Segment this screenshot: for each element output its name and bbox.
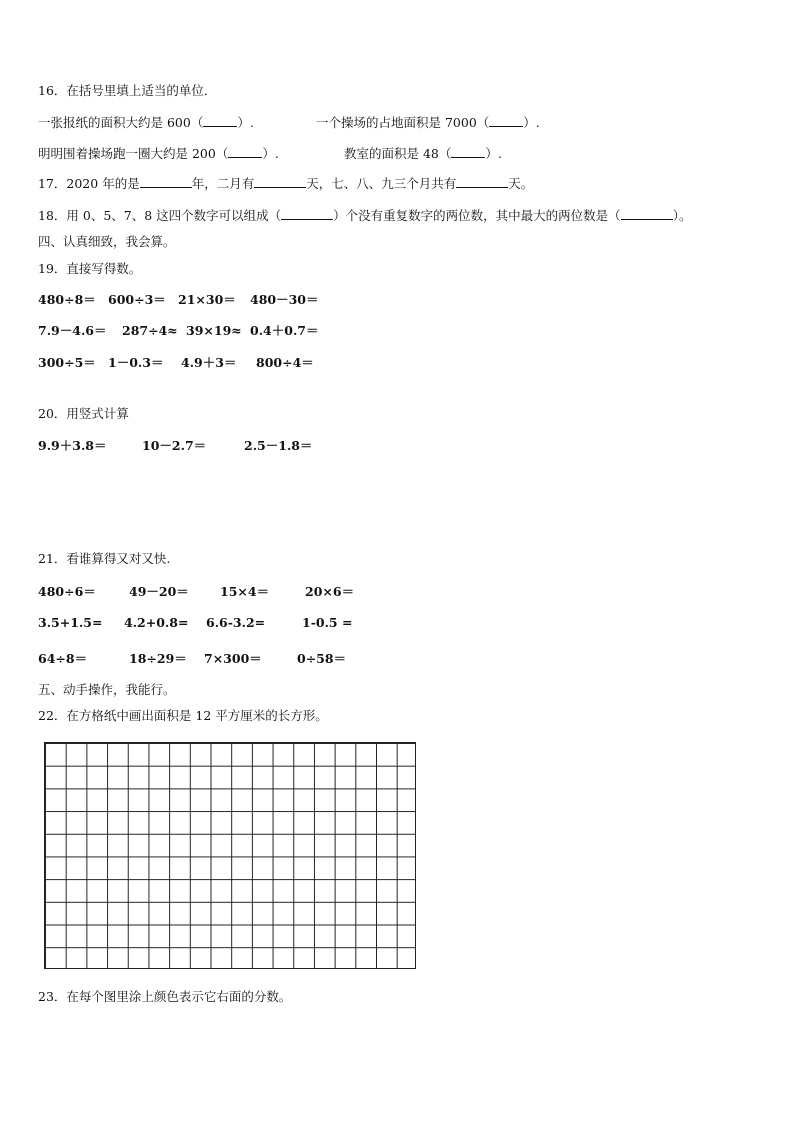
q16-d-end: ）. bbox=[485, 146, 502, 161]
q16-c-text: 明明围着操场跑一圈大约是 200（ bbox=[38, 146, 229, 161]
answer-blank[interactable] bbox=[228, 146, 262, 158]
q21-expr: 0÷58＝ bbox=[297, 651, 347, 666]
q16-d-text: 教室的面积是 48（ bbox=[344, 146, 452, 161]
q20-title: 20．用竖式计算 bbox=[38, 406, 129, 421]
q17-p1: 17．2020 年的是 bbox=[38, 176, 140, 191]
q16-item-c bbox=[38, 146, 279, 162]
q16-item-b bbox=[316, 115, 540, 131]
section-5-heading: 五、动手操作，我能行。 bbox=[38, 682, 176, 697]
q19-expr: 480÷8＝ bbox=[38, 292, 96, 307]
q19-expr: 0.4＋0.7＝ bbox=[250, 323, 319, 338]
answer-blank[interactable] bbox=[254, 176, 306, 188]
q21-expr: 64÷8＝ bbox=[38, 651, 88, 666]
answer-blank[interactable] bbox=[281, 208, 333, 220]
q19-expr: 600÷3＝ bbox=[108, 292, 166, 307]
square-grid-paper[interactable] bbox=[44, 742, 416, 969]
section-4-heading: 四、认真细致，我会算。 bbox=[38, 234, 176, 249]
q19-expr: 4.9＋3＝ bbox=[181, 355, 237, 370]
q21-expr: 6.6-3.2= bbox=[206, 615, 266, 630]
answer-blank[interactable] bbox=[451, 146, 485, 158]
q21-expr: 480÷6＝ bbox=[38, 584, 96, 599]
q18-p2: ）个没有重复数字的两位数，其中最大的两位数是（ bbox=[333, 208, 621, 223]
q16-b-end: ）. bbox=[523, 115, 540, 130]
q21-expr: 18÷29＝ bbox=[129, 651, 187, 666]
answer-blank[interactable] bbox=[456, 176, 508, 188]
answer-blank[interactable] bbox=[489, 115, 523, 127]
q16-title: 16．在括号里填上适当的单位． bbox=[38, 83, 217, 98]
q19-expr: 480－30＝ bbox=[250, 292, 319, 307]
q19-expr: 300÷5＝ bbox=[38, 355, 96, 370]
q19-expr: 287÷4≈ bbox=[122, 323, 178, 338]
q16-item-d bbox=[344, 146, 502, 162]
q20-expr: 2.5－1.8＝ bbox=[244, 438, 313, 453]
q21-expr: 4.2+0.8= bbox=[124, 615, 189, 630]
q19-expr: 800÷4＝ bbox=[256, 355, 314, 370]
q17-p3: 天，七、八、九三个月共有 bbox=[306, 176, 457, 191]
q16-item-a bbox=[38, 115, 254, 131]
q18-p1: 18．用 0、5、7、8 这四个数字可以组成（ bbox=[38, 208, 282, 223]
q18 bbox=[38, 208, 691, 224]
q21-expr: 49－20＝ bbox=[129, 584, 189, 599]
q19-expr: 21×30＝ bbox=[178, 292, 236, 307]
q16-a-text: 一张报纸的面积大约是 600（ bbox=[38, 115, 204, 130]
q20-expr: 10－2.7＝ bbox=[142, 438, 207, 453]
q21-expr: 15×4＝ bbox=[220, 584, 270, 599]
q21-title: 21．看谁算得又对又快. bbox=[38, 551, 171, 566]
q17 bbox=[38, 176, 533, 192]
q21-expr: 1-0.5 = bbox=[302, 615, 353, 630]
q19-expr: 39×19≈ bbox=[186, 323, 242, 338]
q21-expr: 3.5+1.5= bbox=[38, 615, 103, 630]
q16-c-end: ）. bbox=[262, 146, 279, 161]
q21-expr: 7×300＝ bbox=[204, 651, 262, 666]
q20-expr: 9.9＋3.8＝ bbox=[38, 438, 107, 453]
q17-p4: 天。 bbox=[508, 176, 534, 191]
q22-title: 22．在方格纸中画出面积是 12 平方厘米的长方形。 bbox=[38, 708, 328, 723]
q19-expr: 7.9－4.6＝ bbox=[38, 323, 107, 338]
q19-expr: 1－0.3＝ bbox=[108, 355, 164, 370]
q19-title: 19．直接写得数。 bbox=[38, 261, 142, 276]
q16-b-text: 一个操场的占地面积是 7000（ bbox=[316, 115, 490, 130]
q16-a-end: ）. bbox=[237, 115, 254, 130]
answer-blank[interactable] bbox=[621, 208, 673, 220]
q21-expr: 20×6＝ bbox=[305, 584, 355, 599]
q17-p2: 年，二月有 bbox=[191, 176, 255, 191]
q23-title: 23．在每个图里涂上颜色表示它右面的分数。 bbox=[38, 989, 292, 1004]
answer-blank[interactable] bbox=[203, 115, 237, 127]
q18-p3: ）。 bbox=[672, 208, 692, 223]
answer-blank[interactable] bbox=[140, 176, 192, 188]
